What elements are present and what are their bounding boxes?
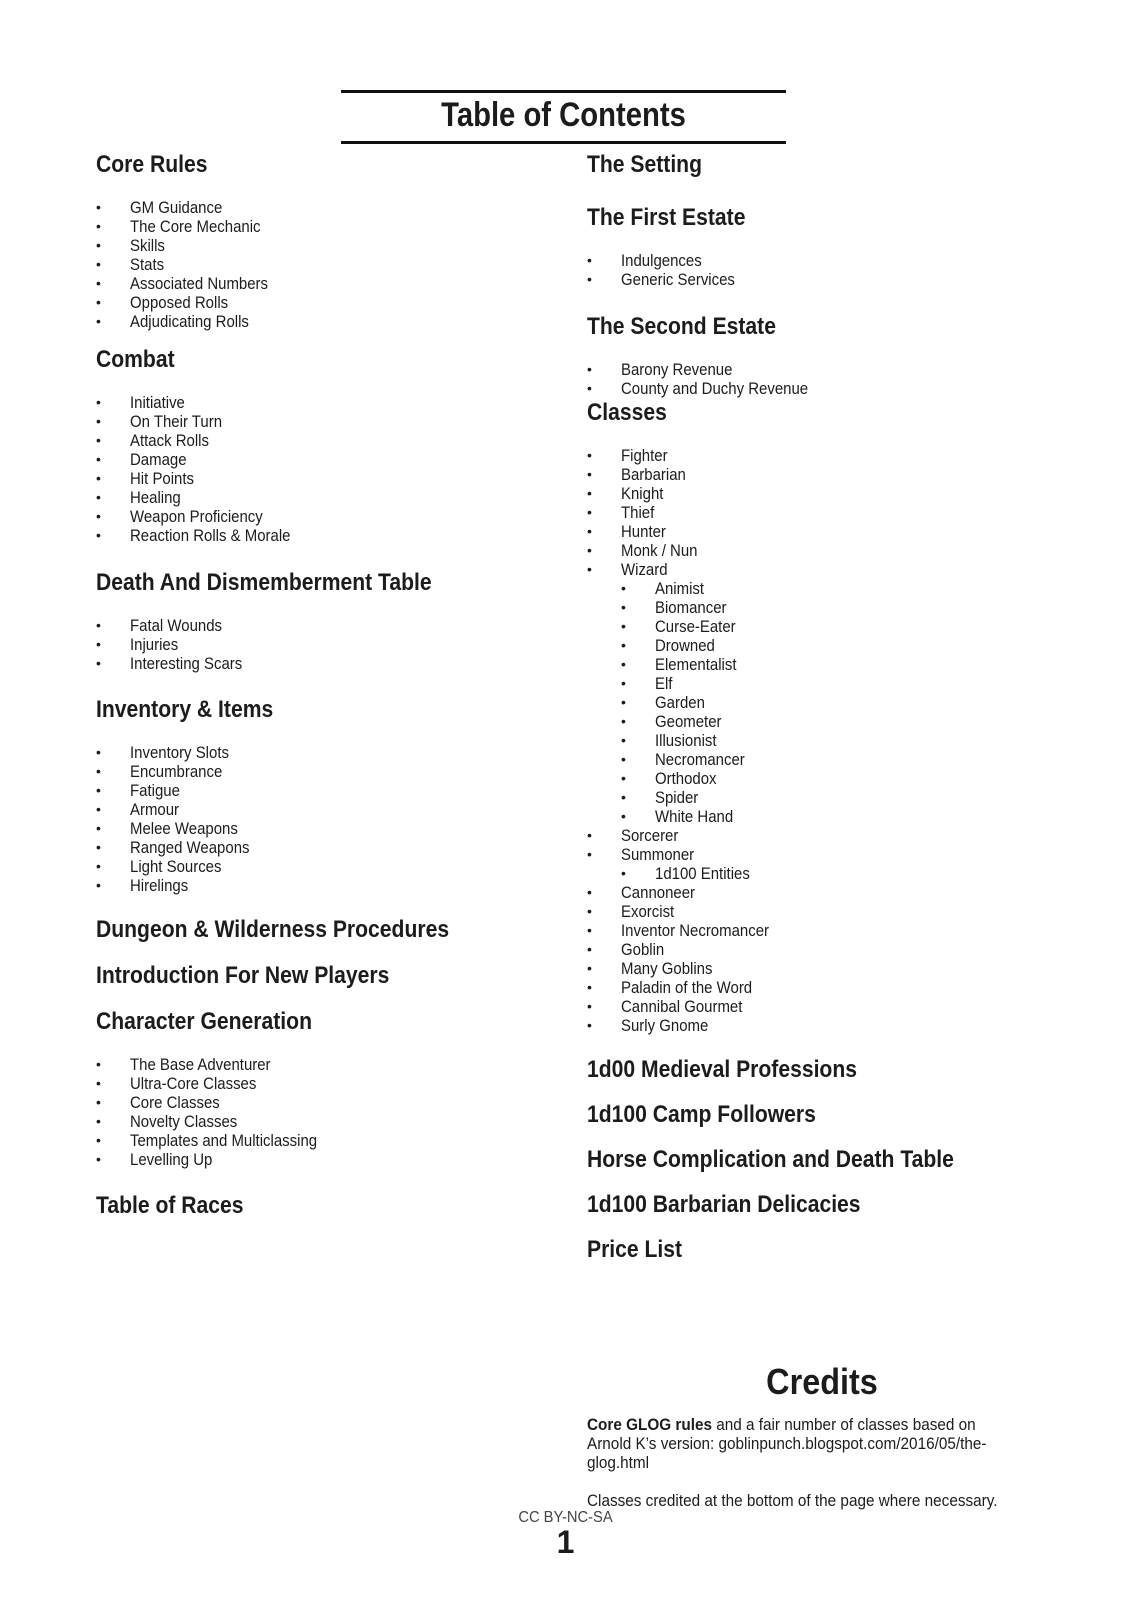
section-heading[interactable]: Dungeon & Wilderness Procedures xyxy=(96,916,450,943)
list-item[interactable] xyxy=(96,1112,556,1131)
title-box xyxy=(341,90,786,144)
list-item-label: White Hand xyxy=(655,807,734,826)
section-price xyxy=(587,1235,1057,1265)
list-item[interactable] xyxy=(96,450,556,469)
list-item[interactable] xyxy=(587,845,1057,864)
list-item[interactable] xyxy=(587,522,1057,541)
list-item[interactable] xyxy=(96,393,556,412)
class-group-list xyxy=(587,883,1057,997)
list-item[interactable] xyxy=(96,488,556,507)
sub-list-item[interactable] xyxy=(587,617,1057,636)
sub-list-item[interactable] xyxy=(587,788,1057,807)
list-item-label: Paladin of the Word xyxy=(621,978,753,997)
list-item-label: Templates and Multiclassing xyxy=(130,1131,318,1150)
list-item-label: Thief xyxy=(621,503,655,522)
list-item-label: The Core Mechanic xyxy=(130,217,261,236)
section-core-rules xyxy=(96,150,556,331)
list-item[interactable] xyxy=(96,819,556,838)
list-item[interactable] xyxy=(96,762,556,781)
section-death-table xyxy=(96,568,556,673)
list-item-label: Barbarian xyxy=(621,465,686,484)
list-item-label: Cannibal Gourmet xyxy=(621,997,743,1016)
credits-paragraph xyxy=(587,1415,1019,1472)
list-item-label: Inventor Necromancer xyxy=(621,921,770,940)
list-item[interactable] xyxy=(587,446,1057,465)
section-heading[interactable]: Character Generation xyxy=(96,1008,312,1035)
list-item[interactable] xyxy=(587,921,1057,940)
sub-list-item[interactable] xyxy=(587,750,1057,769)
list-item-label: Reaction Rolls & Morale xyxy=(130,526,291,545)
list-item[interactable] xyxy=(96,654,556,673)
list-item[interactable] xyxy=(587,465,1057,484)
list-item-label: Biomancer xyxy=(655,598,727,617)
list-item[interactable] xyxy=(587,978,1057,997)
list-item-label: Armour xyxy=(130,800,180,819)
section-heading[interactable]: Horse Complication and Death Table xyxy=(587,1146,954,1173)
list-item[interactable] xyxy=(96,312,556,331)
license-text: CC BY-NC-SA xyxy=(518,1509,613,1526)
list-item[interactable] xyxy=(96,507,556,526)
list-item[interactable] xyxy=(96,838,556,857)
sub-list-item[interactable] xyxy=(587,693,1057,712)
section-chargen xyxy=(96,1007,556,1169)
list-item-label: Monk / Nun xyxy=(621,541,698,560)
list-item-label: The Base Adventurer xyxy=(130,1055,271,1074)
sub-list-item[interactable] xyxy=(587,864,1057,883)
list-item-label: Elf xyxy=(655,674,673,693)
list-item[interactable] xyxy=(96,857,556,876)
list-item-label: Illusionist xyxy=(655,731,717,750)
list-item[interactable] xyxy=(96,1150,556,1169)
list-item-label: Fatigue xyxy=(130,781,180,800)
section-heading[interactable]: Core Rules xyxy=(96,151,208,178)
list-item[interactable] xyxy=(96,635,556,654)
section-races xyxy=(96,1191,556,1221)
list-item-label: Light Sources xyxy=(130,857,222,876)
sorcerer-summoner-list xyxy=(587,826,1057,864)
list-item-label: Fatal Wounds xyxy=(130,616,223,635)
list-item[interactable] xyxy=(96,469,556,488)
class-group-list xyxy=(587,997,1057,1035)
credits-rest: and a fair number of classes based on Arnold K’s version: goblinpunch.blogspot.com/2016/05/the-glog.html xyxy=(587,1415,987,1472)
list-item-label: Skills xyxy=(130,236,165,255)
section-heading[interactable]: 1d100 Barbarian Delicacies xyxy=(587,1191,861,1218)
list-item[interactable] xyxy=(587,270,1057,289)
list-item-label: County and Duchy Revenue xyxy=(621,379,809,398)
item-list xyxy=(96,393,556,545)
list-item[interactable] xyxy=(587,360,1057,379)
page-number: 1 xyxy=(556,1524,575,1560)
list-item-label: Stats xyxy=(130,255,165,274)
sub-list-item[interactable] xyxy=(587,731,1057,750)
credits-paragraph: Classes credited at the bottom of the page where necessary. xyxy=(587,1491,998,1510)
item-list xyxy=(96,1055,556,1169)
section-classes xyxy=(587,398,1057,1035)
list-item[interactable] xyxy=(587,503,1057,522)
list-item[interactable] xyxy=(96,781,556,800)
sub-list-item[interactable] xyxy=(587,769,1057,788)
list-item-label: Drowned xyxy=(655,636,715,655)
list-item-label: Injuries xyxy=(130,635,179,654)
list-item[interactable] xyxy=(96,800,556,819)
list-item-label: Core Classes xyxy=(130,1093,220,1112)
section-first-estate xyxy=(587,203,1057,289)
section-heading[interactable]: 1d100 Camp Followers xyxy=(587,1101,816,1128)
section-heading[interactable]: Price List xyxy=(587,1236,683,1263)
section-combat xyxy=(96,345,556,545)
section-delicacies xyxy=(587,1190,1057,1220)
section-heading[interactable]: The Setting xyxy=(587,151,702,178)
class-group-list xyxy=(587,446,1057,503)
list-item[interactable] xyxy=(587,379,1057,398)
list-item-label: Hirelings xyxy=(130,876,189,895)
sub-list-item[interactable] xyxy=(587,636,1057,655)
list-item-label: Interesting Scars xyxy=(130,654,243,673)
list-item-label: Generic Services xyxy=(621,270,735,289)
list-item-label: Wizard xyxy=(621,560,668,579)
item-list xyxy=(587,360,1057,398)
section-setting xyxy=(587,150,1057,180)
credits-bold: Core GLOG rules xyxy=(587,1415,712,1434)
wizard-list xyxy=(587,560,1057,579)
list-item-label: Indulgences xyxy=(621,251,702,270)
list-item[interactable] xyxy=(96,236,556,255)
list-item[interactable] xyxy=(96,1093,556,1112)
list-item-label: Associated Numbers xyxy=(130,274,269,293)
list-item-label: Melee Weapons xyxy=(130,819,238,838)
page-title: Table of Contents xyxy=(441,96,686,134)
list-item[interactable] xyxy=(96,255,556,274)
sub-list-item[interactable] xyxy=(587,807,1057,826)
list-item[interactable] xyxy=(96,616,556,635)
list-item-label: Many Goblins xyxy=(621,959,713,978)
list-item[interactable] xyxy=(96,1055,556,1074)
list-item-label: Geometer xyxy=(655,712,722,731)
list-item-label: Attack Rolls xyxy=(130,431,209,450)
list-item[interactable] xyxy=(587,560,1057,579)
list-item-label: On Their Turn xyxy=(130,412,223,431)
list-item[interactable] xyxy=(587,997,1057,1016)
list-item[interactable] xyxy=(96,293,556,312)
section-intro xyxy=(96,961,556,991)
section-heading[interactable]: The Second Estate xyxy=(587,313,776,340)
sub-list-item[interactable] xyxy=(587,655,1057,674)
list-item-label: Cannoneer xyxy=(621,883,696,902)
list-item-label: Novelty Classes xyxy=(130,1112,238,1131)
section-heading[interactable]: The First Estate xyxy=(587,204,746,231)
list-item-label: Curse-Eater xyxy=(655,617,736,636)
list-item[interactable] xyxy=(587,484,1057,503)
section-heading[interactable]: Combat xyxy=(96,346,175,373)
list-item[interactable] xyxy=(587,902,1057,921)
list-item[interactable] xyxy=(587,1016,1057,1035)
list-item[interactable] xyxy=(96,743,556,762)
list-item[interactable] xyxy=(96,274,556,293)
list-item[interactable] xyxy=(96,412,556,431)
list-item[interactable] xyxy=(96,1074,556,1093)
list-item[interactable] xyxy=(96,198,556,217)
list-item-label: Adjudicating Rolls xyxy=(130,312,249,331)
sub-list-item[interactable] xyxy=(587,712,1057,731)
section-heading[interactable]: Introduction For New Players xyxy=(96,962,390,989)
list-item-label: Ultra-Core Classes xyxy=(130,1074,257,1093)
class-group-list xyxy=(587,503,1057,560)
list-item[interactable] xyxy=(96,431,556,450)
right-column xyxy=(587,150,1057,1265)
list-item[interactable] xyxy=(587,940,1057,959)
list-item-label: Garden xyxy=(655,693,705,712)
list-item-label: Damage xyxy=(130,450,187,469)
list-item[interactable] xyxy=(96,876,556,895)
list-item-label: Inventory Slots xyxy=(130,743,229,762)
list-item-label: Summoner xyxy=(621,845,695,864)
list-item-label: Orthodox xyxy=(655,769,717,788)
list-item-label: Exorcist xyxy=(621,902,675,921)
list-item[interactable] xyxy=(587,541,1057,560)
list-item-label: 1d100 Entities xyxy=(655,864,750,883)
section-second-estate xyxy=(587,312,1057,398)
list-item[interactable] xyxy=(96,526,556,545)
list-item[interactable] xyxy=(587,959,1057,978)
list-item-label: Spider xyxy=(655,788,699,807)
list-item-label: Animist xyxy=(655,579,705,598)
list-item-label: Initiative xyxy=(130,393,185,412)
credits-heading: Credits xyxy=(766,1361,878,1402)
section-inventory xyxy=(96,695,556,895)
section-dungeon xyxy=(96,915,556,945)
section-heading[interactable]: 1d00 Medieval Professions xyxy=(587,1056,857,1083)
item-list xyxy=(96,198,556,331)
section-heading[interactable]: Inventory & Items xyxy=(96,696,274,723)
item-list xyxy=(587,251,1057,289)
list-item[interactable] xyxy=(96,1131,556,1150)
section-heading[interactable]: Classes xyxy=(587,399,667,426)
list-item-label: Hunter xyxy=(621,522,666,541)
item-list xyxy=(96,616,556,673)
list-item-label: Hit Points xyxy=(130,469,195,488)
list-item-label: Surly Gnome xyxy=(621,1016,709,1035)
wizard-sub-list xyxy=(587,579,1057,826)
list-item-label: Levelling Up xyxy=(130,1150,213,1169)
list-item-label: Goblin xyxy=(621,940,665,959)
item-list xyxy=(96,743,556,895)
list-item-label: Healing xyxy=(130,488,181,507)
list-item-label: Sorcerer xyxy=(621,826,679,845)
list-item-label: GM Guidance xyxy=(130,198,223,217)
section-camp xyxy=(587,1100,1057,1130)
summoner-sub-list xyxy=(587,864,1057,883)
list-item-label: Barony Revenue xyxy=(621,360,733,379)
list-item[interactable] xyxy=(587,826,1057,845)
section-professions xyxy=(587,1055,1057,1085)
section-heading[interactable]: Death And Dismemberment Table xyxy=(96,569,432,596)
list-item-label: Weapon Proficiency xyxy=(130,507,263,526)
list-item-label: Knight xyxy=(621,484,664,503)
list-item-label: Opposed Rolls xyxy=(130,293,229,312)
left-column xyxy=(96,150,556,1221)
list-item-label: Necromancer xyxy=(655,750,745,769)
sub-list-item[interactable] xyxy=(587,598,1057,617)
section-horse xyxy=(587,1145,1057,1175)
list-item-label: Encumbrance xyxy=(130,762,223,781)
section-heading[interactable]: Table of Races xyxy=(96,1192,244,1219)
list-item-label: Fighter xyxy=(621,446,668,465)
list-item[interactable] xyxy=(587,251,1057,270)
sub-list-item[interactable] xyxy=(587,674,1057,693)
list-item[interactable] xyxy=(587,883,1057,902)
list-item-label: Ranged Weapons xyxy=(130,838,250,857)
sub-list-item[interactable] xyxy=(587,579,1057,598)
list-item-label: Elementalist xyxy=(655,655,737,674)
list-item[interactable] xyxy=(96,217,556,236)
